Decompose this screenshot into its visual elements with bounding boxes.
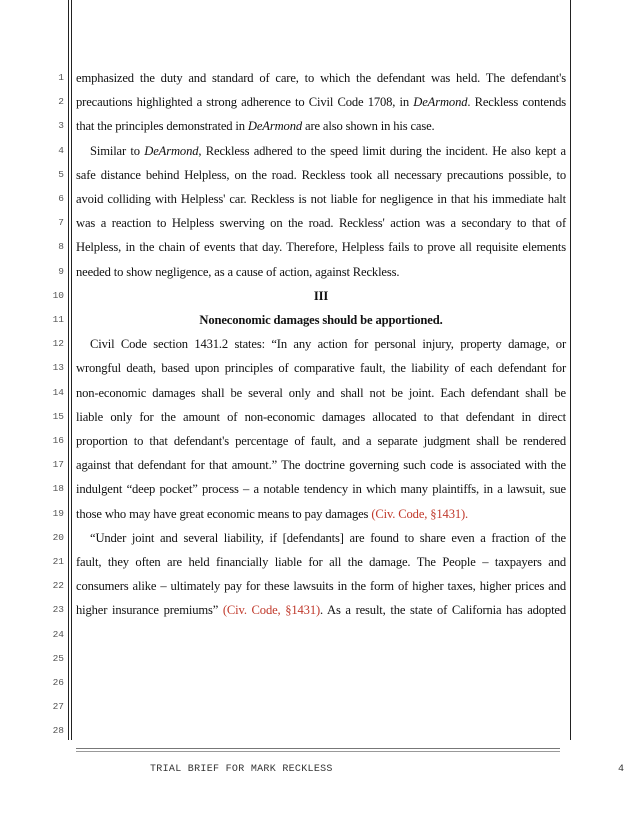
line-number: 27 [52, 701, 64, 713]
line-number: 7 [58, 217, 64, 229]
footer-rule [76, 748, 560, 752]
text-run: that the principles demonstrated in [76, 119, 248, 134]
line-number: 18 [52, 483, 64, 495]
line-number: 1 [58, 72, 64, 83]
text-run: higher insurance premiums” [76, 603, 223, 618]
line-number: 12 [52, 338, 64, 350]
text-run: non-economic damages shall be several only and shall not be joint. Each defendant shall be [76, 385, 566, 400]
text-run: against that defendant for that amount.” The doctrine governing such code is associated with the [76, 458, 566, 473]
line-number: 16 [52, 435, 64, 446]
body-line [76, 409, 566, 425]
body-line [76, 602, 566, 618]
body-line [76, 118, 566, 134]
case-name: DeArmond [144, 143, 199, 158]
line-number: 11 [52, 314, 64, 325]
citation: (Civ. Code, §1431) [222, 603, 321, 618]
case-name: DeArmond [413, 95, 468, 110]
text-run: wrongful death, based upon principles of comparative fault, the liability of each defendant for [76, 361, 566, 376]
section-heading [76, 312, 566, 328]
text-run: consumers alike – ultimately pay for these lawsuits in the form of higher taxes, higher prices and [76, 579, 566, 594]
text-run: emphasized the duty and standard of care, to which the defendant was held. The defendant's [76, 71, 566, 85]
body-line [76, 239, 566, 255]
body-line [76, 264, 566, 280]
text-run: . As a result, the state of California has adopted [320, 603, 567, 618]
line-number: 15 [52, 410, 64, 422]
body-line [76, 94, 566, 110]
body-line [76, 433, 566, 449]
text-run: III [313, 288, 329, 303]
body-line [76, 167, 566, 183]
body-line [76, 506, 566, 522]
text-run: safe distance behind Helpless, on the road. Reckless took all necessary precautions possible, to [76, 167, 566, 182]
text-run: Noneconomic damages should be apportioned. [199, 313, 443, 327]
text-run: Helpless, in the chain of events that day. Therefore, Helpless fails to prove all requisite elements [76, 240, 566, 255]
text-run: needed to show negligence, as a cause of action, against Reckless. [76, 264, 400, 279]
body-line [76, 360, 566, 376]
text-run: was a reaction to Helpless swerving on the road. Reckless' action was a secondary to that of [76, 216, 566, 231]
line-number: 8 [58, 241, 64, 253]
left-margin-rule-outer [68, 0, 69, 740]
right-margin-rule [570, 0, 571, 740]
citation: (Civ. Code, §1431). [371, 506, 469, 521]
text-run: avoid colliding with Helpless' car. Reckless is not liable for negligence in that his immediate halt [76, 192, 566, 206]
text-run: liable only for the amount of non-economic damages allocated to that defendant in direct [76, 409, 566, 424]
line-number: 23 [52, 604, 64, 616]
line-number: 21 [52, 556, 64, 567]
line-number: 24 [52, 628, 64, 640]
case-name: DeArmond [247, 119, 302, 134]
text-run: Civil Code section 1431.2 states: “In any action for personal injury, property damage, or [90, 337, 566, 352]
line-number: 5 [58, 168, 64, 180]
text-run: those who may have great economic means to pay damages [76, 506, 372, 521]
body-line [76, 385, 566, 401]
body-line [76, 70, 566, 86]
line-number: 3 [58, 120, 64, 132]
line-number: 17 [52, 459, 64, 471]
line-number: 19 [52, 507, 64, 519]
body-line [76, 481, 566, 497]
text-run: indulgent “deep pocket” process – a notable tendency in which many plaintiffs, in a lawsuit, sue [76, 482, 566, 497]
text-run: Similar to [90, 143, 145, 158]
body-line [76, 554, 566, 570]
body-line [76, 457, 566, 473]
text-run: are also shown in his case. [302, 119, 435, 134]
line-number: 26 [52, 677, 64, 688]
body-line [76, 143, 566, 159]
line-number: 2 [58, 96, 64, 108]
line-number: 10 [52, 289, 64, 301]
body-line [76, 578, 566, 594]
line-number: 22 [52, 580, 64, 592]
text-run: precautions highlighted a strong adherence to Civil Code 1708, in [76, 95, 414, 110]
line-number: 6 [58, 193, 64, 204]
text-run: “Under joint and several liability, if [defendants] are found to share even a fraction of the [90, 530, 566, 545]
body-line [76, 215, 566, 231]
text-run: fault, they often are held financially liable for all the damage. The People – taxpayers and [76, 555, 566, 569]
line-number: 28 [52, 725, 64, 737]
line-number: 25 [52, 652, 64, 664]
line-number: 20 [52, 531, 64, 543]
line-number: 9 [58, 265, 64, 277]
line-number: 4 [58, 144, 64, 156]
text-run: proportion to that defendant's percentage of fault, and a separate judgment shall be rendered [76, 434, 566, 448]
page-number: 4 [617, 764, 624, 775]
section-number [76, 288, 566, 304]
line-number: 13 [52, 362, 64, 374]
body-line [76, 336, 566, 352]
text-run: . Reckless contends [467, 95, 566, 110]
body-line [76, 530, 566, 546]
footer-title: TRIAL BRIEF FOR MARK RECKLESS [150, 764, 333, 775]
text-run: , Reckless adhered to the speed limit during the incident. He also kept a [198, 143, 566, 158]
body-line [76, 191, 566, 207]
left-margin-rule-inner [71, 0, 72, 740]
line-number: 14 [52, 386, 64, 398]
